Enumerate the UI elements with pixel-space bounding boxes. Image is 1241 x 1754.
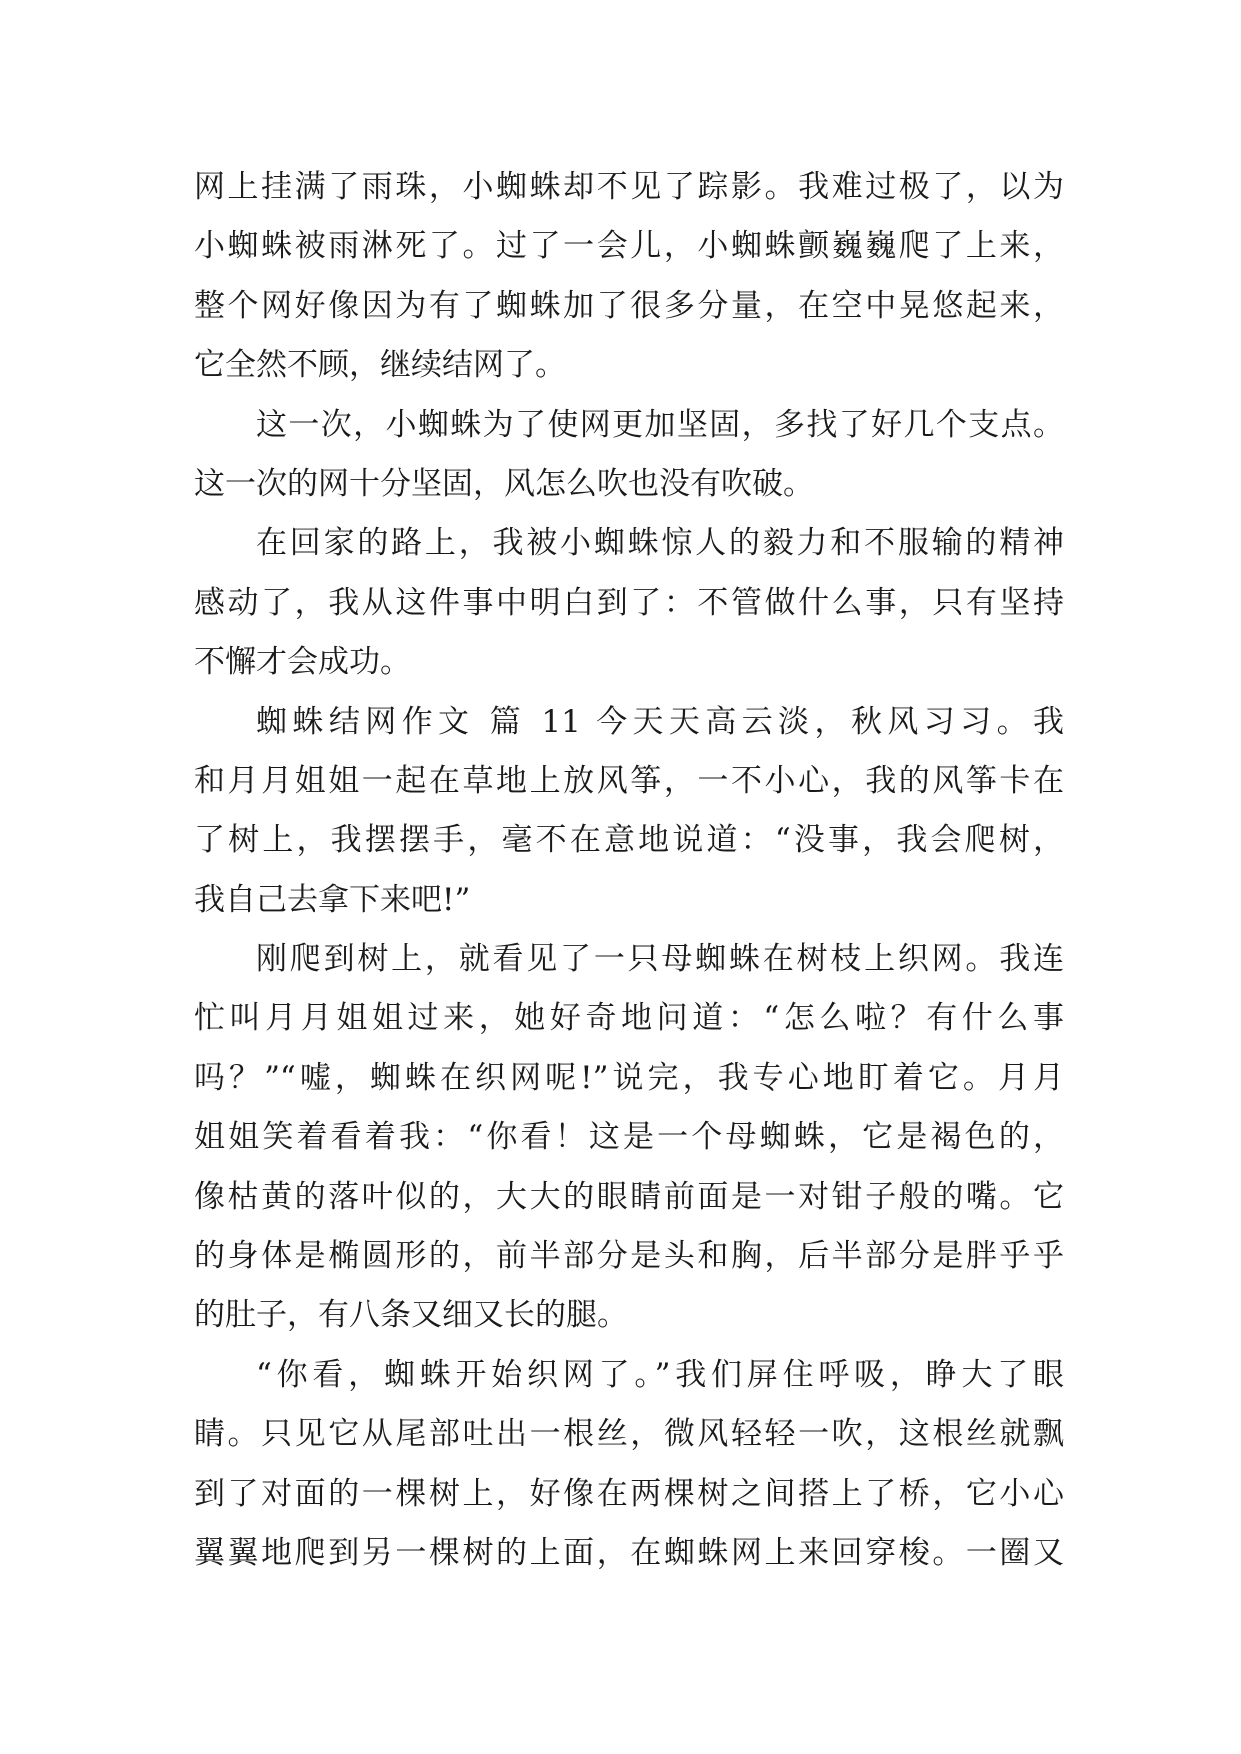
text-line: 在回家的路上，我被小蜘蛛惊人的毅力和不服输的精神 (256, 525, 1064, 562)
text-line: 整个网好像因为有了蜘蛛加了很多分量，在空中晃悠起来， (194, 287, 1064, 324)
text-line: 小蜘蛛被雨淋死了。过了一会儿，小蜘蛛颤巍巍爬了上来， (194, 228, 1064, 265)
text-line: 它全然不顾，继续结网了。 (194, 347, 566, 384)
text-line: 刚爬到树上，就看见了一只母蜘蛛在树枝上织网。我连 (256, 941, 1064, 978)
text-line: 睛。只见它从尾部吐出一根丝，微风轻轻一吹，这根丝就飘 (194, 1416, 1064, 1453)
text-line: 这一次，小蜘蛛为了使网更加坚固，多找了好几个支点。 (256, 406, 1064, 443)
text-line: 这一次的网十分坚固，风怎么吹也没有吹破。 (194, 465, 814, 502)
text-line: 感动了，我从这件事中明白到了：不管做什么事，只有坚持 (194, 584, 1064, 621)
text-line: 到了对面的一棵树上，好像在两棵树之间搭上了桥，它小心 (194, 1475, 1064, 1512)
text-line: 像枯黄的落叶似的，大大的眼睛前面是一对钳子般的嘴。它 (194, 1178, 1064, 1215)
text-line: 翼翼地爬到另一棵树的上面，在蜘蛛网上来回穿梭。一圈又 (194, 1534, 1064, 1571)
text-line: 吗？”“嘘，蜘蛛在织网呢!”说完，我专心地盯着它。月月 (194, 1059, 1064, 1096)
text-line: 不懈才会成功。 (194, 644, 411, 681)
text-line: 我自己去拿下来吧!” (194, 881, 471, 918)
text-line: 忙叫月月姐姐过来，她好奇地问道：“怎么啦？有什么事 (194, 1000, 1064, 1037)
text-line: 网上挂满了雨珠，小蜘蛛却不见了踪影。我难过极了，以为 (194, 169, 1064, 205)
text-line: 姐姐笑着看着我：“你看！这是一个母蜘蛛，它是褐色的， (194, 1119, 1064, 1156)
text-line: 的肚子，有八条又细又长的腿。 (194, 1297, 628, 1334)
essay-text (194, 158, 1064, 1583)
text-line: “你看，蜘蛛开始织网了。”我们屏住呼吸，睁大了眼 (256, 1356, 1064, 1393)
text-line: 了树上，我摆摆手，毫不在意地说道：“没事，我会爬树， (194, 822, 1064, 859)
text-line: 的身体是椭圆形的，前半部分是头和胸，后半部分是胖乎乎 (194, 1238, 1064, 1275)
text-line: 蜘蛛结网作文 篇 11 今天天高云淡，秋风习习。我 (256, 703, 1064, 740)
text-line: 和月月姐姐一起在草地上放风筝，一不小心，我的风筝卡在 (194, 762, 1064, 799)
